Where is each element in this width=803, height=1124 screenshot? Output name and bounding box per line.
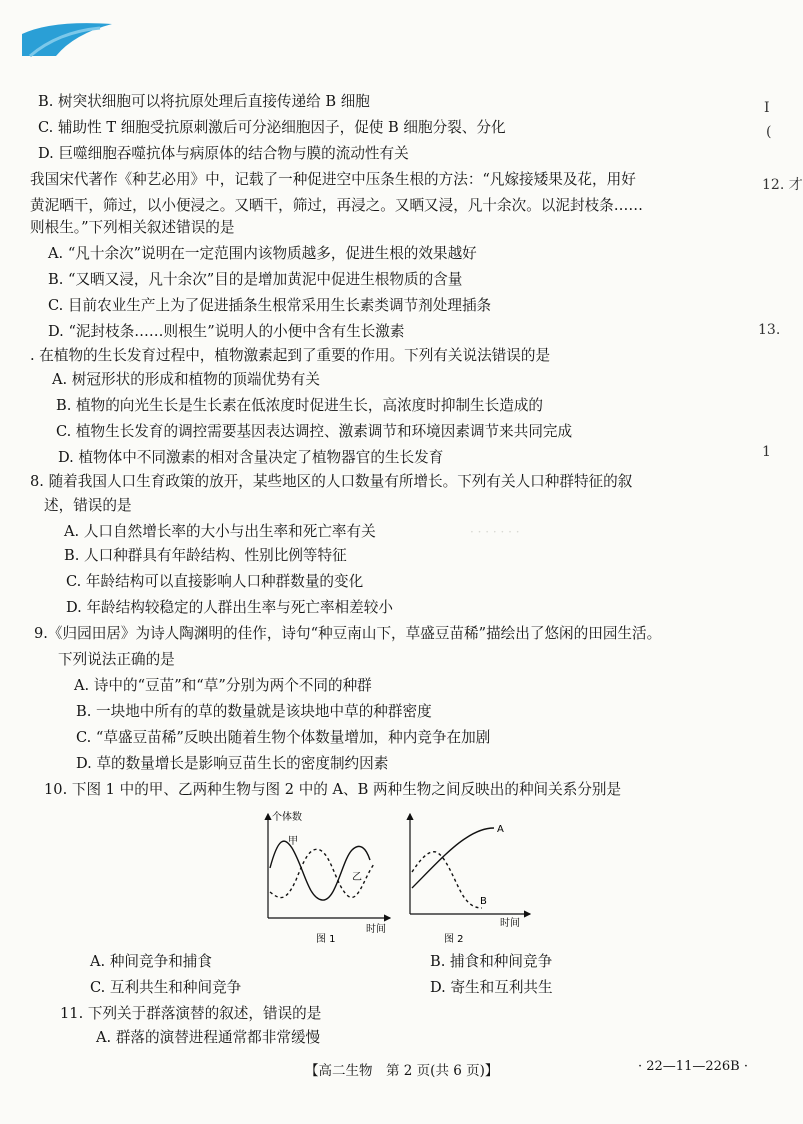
text-line-l09: C. 目前农业生产上为了促进插条生根常采用生长素类调节剂处理插条 <box>48 297 492 314</box>
fig1-label-yi: 乙 <box>352 872 362 883</box>
figure-1 <box>256 808 396 944</box>
text-line-l23: 下列说法正确的是 <box>58 651 175 668</box>
text-line-l34: A. 群落的演替进程通常都非常缓慢 <box>96 1029 321 1046</box>
text-line-l11: . 在植物的生长发育过程中，植物激素起到了重要的作用。下列有关说法错误的是 <box>30 347 551 364</box>
text-line-l15: D. 植物体中不同激素的相对含量决定了植物器官的生长发育 <box>58 449 444 466</box>
fig1-caption: 图 1 <box>316 934 336 945</box>
text-line-l25: B. 一块地中所有的草的数量就是该块地中草的种群密度 <box>76 703 432 720</box>
text-line-l04: 我国宋代著作《种艺必用》中，记载了一种促进空中压条生根的方法：“凡嫁接矮果及花，用好 <box>30 171 636 188</box>
text-line-l21: D. 年龄结构较稳定的人群出生率与死亡率相差较小 <box>66 599 393 616</box>
text-line-l20: C. 年龄结构可以直接影响人口种群数量的变化 <box>66 573 364 590</box>
text-line-l16: 8. 随着我国人口生育政策的放开，某些地区的人口数量有所增长。下列有关人口种群特征的叙 <box>30 473 633 490</box>
text-line-l24: A. 诗中的“豆苗”和“草”分别为两个不同的种群 <box>74 677 372 694</box>
fig2-curve-a <box>412 828 494 888</box>
text-line-l02: C. 辅助性 T 细胞受抗原刺激后可分泌细胞因子，促使 B 细胞分裂、分化 <box>38 119 506 136</box>
text-line-l08: B. “又晒又浸，凡十余次”目的是增加黄泥中促进生根物质的含量 <box>48 271 463 288</box>
text-line-l27: D. 草的数量增长是影响豆苗生长的密度制约因素 <box>76 755 389 772</box>
exam-code: · 22—11—226B · <box>638 1059 748 1074</box>
text-line-l32: D. 寄生和互利共生 <box>430 979 553 996</box>
text-line-l19: B. 人口种群具有年龄结构、性别比例等特征 <box>64 547 347 564</box>
fig2-label-b: B <box>480 896 487 907</box>
text-line-l12: A. 树冠形状的形成和植物的顶端优势有关 <box>52 371 320 388</box>
text-line-l07: A. “凡十余次”说明在一定范围内该物质越多，促进生根的效果越好 <box>48 245 477 262</box>
text-line-l06: 则根生。”下列相关叙述错误的是 <box>30 219 235 236</box>
fig2-xlabel: 时间 <box>500 918 520 929</box>
fig1-ylabel: 个体数 <box>272 812 302 823</box>
fig2-caption: 图 2 <box>444 934 464 945</box>
text-line-l17: 述，错误的是 <box>44 497 132 514</box>
fig2-curve-b <box>412 852 482 908</box>
fig2-label-a: A <box>497 824 504 835</box>
fig1-label-jia: 甲 <box>288 836 298 847</box>
bleed-through-text: · · · · · · · <box>470 525 520 539</box>
edge-mark-e1: I <box>764 100 770 116</box>
text-line-l28: 10. 下图 1 中的甲、乙两种生物与图 2 中的 A、B 两种生物之间反映出的种间关系分别是 <box>44 781 622 798</box>
text-line-l30: B. 捕食和种间竞争 <box>430 953 553 970</box>
edge-mark-e2: ( <box>766 124 772 140</box>
text-line-l29: A. 种间竞争和捕食 <box>90 953 212 970</box>
text-line-l10: D. “泥封枝条……则根生”说明人的小便中含有生长激素 <box>48 323 405 340</box>
figure-2 <box>400 808 540 944</box>
text-line-l13: B. 植物的向光生长是生长素在低浓度时促进生长，高浓度时抑制生长造成的 <box>56 397 544 414</box>
corner-decoration <box>22 20 112 56</box>
page-footer: 【高二生物 第 2 页(共 6 页)】 <box>305 1063 499 1079</box>
text-line-l26: C. “草盛豆苗稀”反映出随着生物个体数量增加，种内竞争在加剧 <box>76 729 491 746</box>
text-line-l31: C. 互利共生和种间竞争 <box>90 979 242 996</box>
text-line-l14: C. 植物生长发育的调控需要基因表达调控、激素调节和环境因素调节来共同完成 <box>56 423 573 440</box>
text-line-l01: B. 树突状细胞可以将抗原处理后直接传递给 B 细胞 <box>38 93 370 110</box>
edge-mark-e5: 1 <box>762 444 771 460</box>
edge-mark-e4: 13. <box>758 322 781 338</box>
text-line-l03: D. 巨噬细胞吞噬抗体与病原体的结合物与膜的流动性有关 <box>38 145 409 162</box>
text-line-l18: A. 人口自然增长率的大小与出生率和死亡率有关 <box>64 523 376 540</box>
text-line-l05: 黄泥晒干，筛过，以小便浸之。又晒干，筛过，再浸之。又晒又浸，凡十余次。以泥封枝条…… <box>30 197 643 214</box>
text-line-l22: 9.《归园田居》为诗人陶渊明的佳作，诗句“种豆南山下，草盛豆苗稀”描绘出了悠闲的田园生活。 <box>34 625 662 642</box>
edge-mark-e3: 12. 才 <box>762 177 803 193</box>
text-line-l33: 11. 下列关于群落演替的叙述，错误的是 <box>60 1005 322 1022</box>
fig1-xlabel: 时间 <box>366 924 386 935</box>
